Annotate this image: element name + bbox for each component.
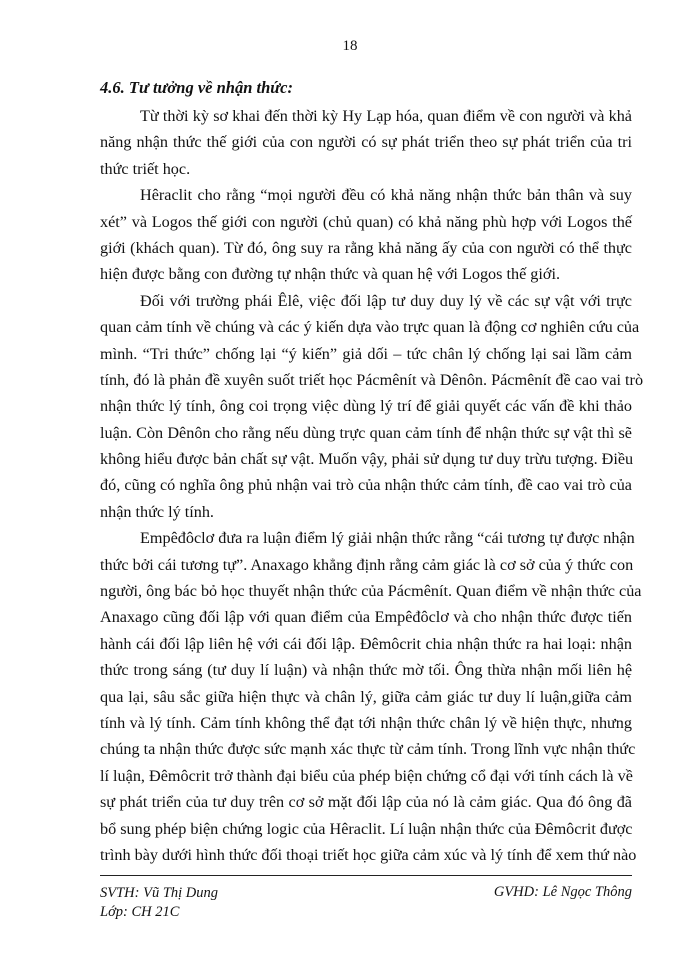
text-line: Hêraclit cho rằng “mọi người đều có khả năng nhận thức bản thân và suy — [140, 186, 632, 205]
text-line: lí luận, Đêmôcrit trở thành đại biểu của phép biện chứng cổ đại với tính cách là về — [100, 766, 633, 785]
text-line: người, ông bác bỏ học thuyết nhận thức của Pácmênít. Quan điểm về nhận thức của — [100, 582, 642, 601]
text-line: tính, đó là phản đề xuyên suốt triết học Pácmênít và Dênôn. Pácmênít đề cao vai trò — [100, 370, 644, 389]
text-line: luận. Còn Dênôn cho rằng nếu dùng trực quan cảm tính để nhận thức sự vật thì sẽ — [100, 423, 632, 442]
paragraph — [100, 525, 642, 868]
text-line: Empêđôclơ đưa ra luận điểm lý giải nhận thức rằng “cái tương tự được nhận — [140, 529, 635, 548]
document-body — [100, 103, 644, 868]
text-line: Anaxago cũng đối lập với quan điểm của Empêđôclơ và cho nhận thức được tiến — [100, 608, 632, 627]
text-line: quan cảm tính về chúng và các ý kiến dựa vào trực quan là động cơ nghiên cứu của — [100, 318, 640, 337]
text-line: Từ thời kỳ sơ khai đến thời kỳ Hy Lạp hóa, quan điểm về con người và khả — [140, 107, 632, 125]
paragraph — [100, 103, 632, 182]
text-line: nhận thức lý tính, ông coi trọng việc dùng lý trí để giải quyết các vấn đề khi thảo — [100, 397, 632, 416]
text-line: xét” và Logos thế giới con người (chủ quan) có khả năng phù hợp với Logos thế — [100, 212, 632, 231]
page-number: 18 — [342, 38, 358, 54]
paragraph — [100, 288, 644, 526]
text-line: qua lại, sâu sắc giữa hiện thực và chân lý, giữa cảm giác tư duy lí luận,giữa cảm — [100, 687, 632, 706]
section-heading: 4.6. Tư tưởng về nhận thức: — [100, 78, 293, 97]
text-line: tính và lý tính. Cảm tính không thể đạt tới nhận thức chân lý về hiện thực, nhưng — [100, 713, 632, 732]
text-line: chúng ta nhận thức được sức mạnh xác thực từ cảm tính. Trong lĩnh vực nhận thức — [100, 740, 636, 759]
text-line: sự phát triển của tư duy trên cơ sở mặt đối lập của nó là cảm giác. Qua đó ông đã — [100, 793, 632, 812]
text-line: hành cái đối lập liên hệ với cái đối lập. Đêmôcrit chia nhận thức ra hai loại: nhận — [100, 634, 632, 653]
text-line: giới (khách quan). Từ đó, ông suy ra rằng khả năng ấy của con người có thể thực — [100, 238, 632, 257]
text-line: không hiểu được bản chất sự vật. Muốn vậy, phải sử dụng tư duy trừu tượng. Điều — [100, 450, 634, 469]
text-line: năng nhận thức thế giới của con người có sự phát triển theo sự phát triển của tri — [100, 133, 632, 152]
text-line: thức bởi cái tương tự”. Anaxago khẳng định rằng cảm giác là cơ sở của ý thức con — [100, 555, 634, 574]
footer-student-name: SVTH: Vũ Thị Dung — [100, 885, 219, 901]
text-line: bổ sung phép biện chứng logic của Hêraclit. Lí luận nhận thức của Đêmôcrit được — [100, 819, 633, 838]
text-line: mình. “Tri thức” chống lại “ý kiến” giả dối – tức chân lý chống lại sai lầm cảm — [100, 344, 632, 363]
footer-divider — [100, 875, 632, 876]
text-line: thức trong sáng (tư duy lí luận) và nhận thức mờ tối. Ông thừa nhận mối liên hệ — [100, 661, 632, 680]
text-line: đó, cũng có nghĩa ông phủ nhận vai trò của nhận thức cảm tính, đề cao vai trò của — [100, 476, 632, 495]
footer-student-info — [100, 884, 218, 922]
text-line: hiện được bằng con đường tự nhận thức và quan hệ với Logos thế giới. — [100, 265, 560, 284]
footer-supervisor: GVHD: Lê Ngọc Thông — [493, 884, 632, 900]
text-line: thức triết học. — [100, 159, 191, 178]
text-line: nhận thức lý tính. — [100, 502, 214, 521]
text-line: Đối với trường phái Êlê, việc đối lập tư duy duy lý về các sự vật với trực — [140, 291, 632, 310]
text-line: trình bày dưới hình thức đối thoại triết học giữa cảm xúc và lý tính để xem thứ nào — [100, 845, 637, 864]
paragraph — [100, 182, 632, 288]
footer-class: Lớp: CH 21C — [100, 904, 180, 920]
